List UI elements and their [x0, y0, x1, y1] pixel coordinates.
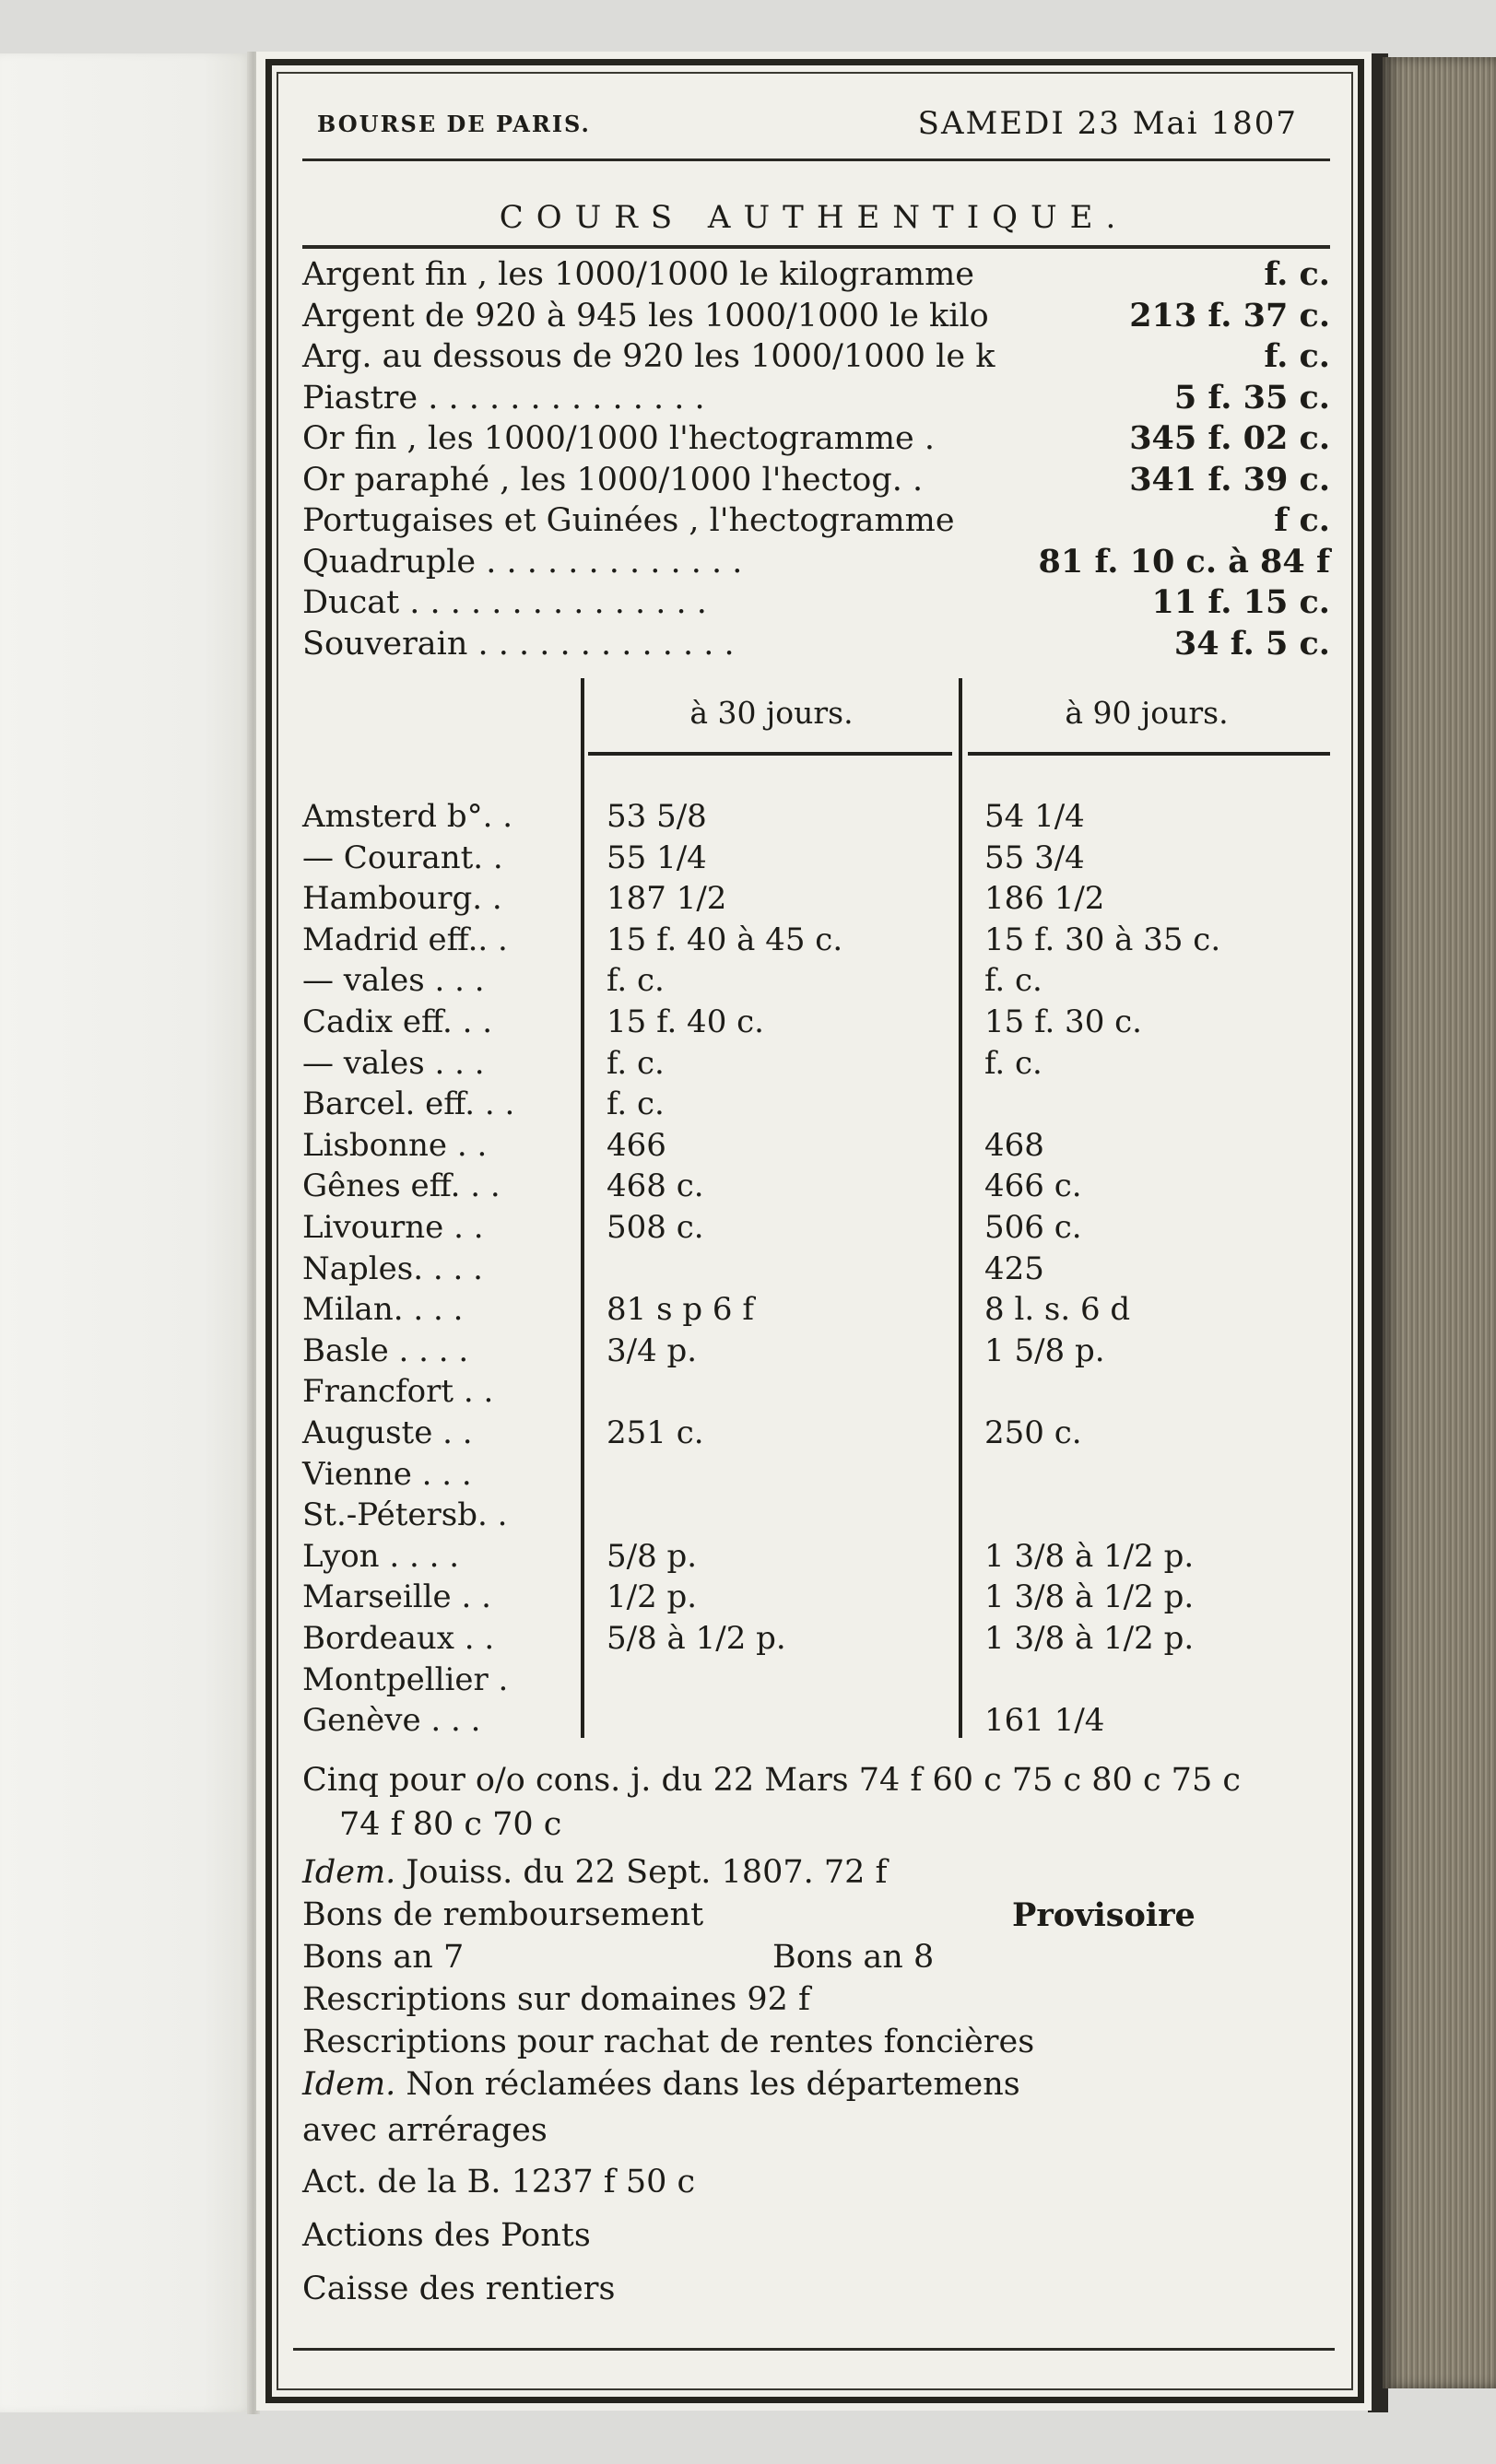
line-act-de-la-b: Act. de la B. 1237 f 50 c	[302, 2164, 696, 2200]
exchange-place: Barcel. eff. . .	[302, 1085, 515, 1123]
exchange-place: Montpellier .	[302, 1660, 509, 1698]
left-blank-page	[0, 53, 253, 2412]
price-line	[302, 418, 1330, 460]
price-value: f c.	[1274, 501, 1330, 539]
exchange-place: St.-Pétersb. .	[302, 1496, 508, 1534]
price-label: Ducat . . . . . . . . . . . . . . .	[302, 584, 707, 621]
price-value: f. c.	[1264, 337, 1330, 375]
rate-30-jours: 5/8 p.	[607, 1537, 698, 1575]
rate-30-jours: 15 f. 40 à 45 c.	[607, 921, 843, 958]
exchange-row	[302, 962, 1330, 1003]
price-line	[302, 336, 1330, 378]
exchange-row	[302, 1291, 1330, 1332]
title-rule	[302, 245, 1330, 249]
header-rule-30	[588, 752, 952, 756]
price-value: 213 f. 37 c.	[1129, 296, 1330, 334]
rate-30-jours: 251 c.	[607, 1414, 704, 1451]
exchange-row	[302, 1332, 1330, 1373]
header-rule	[302, 158, 1330, 161]
price-line	[302, 542, 1330, 583]
line-idem-jouiss	[302, 1854, 888, 1891]
exchange-place: Bordeaux . .	[302, 1620, 495, 1657]
provisoire-label: Provisoire	[1012, 1896, 1196, 1934]
header-date: SAMEDI 23 Mai 1807	[917, 105, 1298, 142]
exchange-row	[302, 1167, 1330, 1208]
line-cinq-pour-cent-cont: 74 f 80 c 70 c	[339, 1806, 562, 1843]
line-rescriptions-rachat: Rescriptions pour rachat de rentes foncières	[302, 2024, 1035, 2060]
line-bons-remboursement: Bons de remboursement	[302, 1896, 704, 1933]
exchange-row	[302, 1538, 1330, 1578]
price-label: Argent de 920 à 945 les 1000/1000 le kilo	[302, 297, 989, 334]
price-value: 34 f. 5 c.	[1173, 624, 1330, 663]
rate-30-jours: 5/8 à 1/2 p.	[607, 1620, 786, 1657]
rate-90-jours: 15 f. 30 c.	[984, 1003, 1142, 1040]
exchange-place: — vales . . .	[302, 962, 485, 1000]
exchange-place: Lisbonne . .	[302, 1126, 488, 1164]
exchange-row	[302, 1456, 1330, 1496]
rate-90-jours: f. c.	[984, 1044, 1042, 1082]
exchange-place: Madrid eff.. .	[302, 921, 508, 958]
rate-30-jours: f. c.	[607, 1085, 665, 1123]
rate-30-jours: 508 c.	[607, 1209, 704, 1246]
exchange-place: Genève . . .	[302, 1702, 481, 1740]
line-avec-arrerages: avec arrérages	[302, 2112, 548, 2149]
price-line	[302, 296, 1330, 337]
rate-90-jours: 161 1/4	[984, 1702, 1105, 1740]
price-line	[302, 582, 1330, 624]
header-bourse: BOURSE DE PARIS.	[317, 111, 591, 137]
exchange-row	[302, 1250, 1330, 1291]
book-fore-edge	[1383, 57, 1496, 2388]
line-rescriptions-domaines: Rescriptions sur domaines 92 f	[302, 1981, 810, 2018]
exchange-place: Livourne . .	[302, 1209, 484, 1246]
exchange-place: — vales . . .	[302, 1044, 485, 1082]
header-rule-90	[968, 752, 1330, 756]
idem-label: Idem.	[302, 1854, 396, 1891]
price-label: Arg. au dessous de 920 les 1000/1000 le k	[302, 338, 995, 375]
rate-30-jours: 55 1/4	[607, 839, 707, 876]
line-actions-des-ponts: Actions des Ponts	[302, 2217, 591, 2254]
page-title: COURS AUTHENTIQUE.	[499, 199, 1129, 236]
exchange-row	[302, 839, 1330, 880]
exchange-row	[302, 1003, 1330, 1044]
price-value: 81 f. 10 c. à 84 f	[1038, 542, 1330, 581]
rate-90-jours: 250 c.	[984, 1414, 1082, 1451]
exchange-place: Lyon . . . .	[302, 1537, 460, 1575]
exchange-place: — Courant. .	[302, 839, 503, 876]
rate-30-jours: 3/4 p.	[607, 1332, 698, 1369]
exchange-row	[302, 1085, 1330, 1126]
price-label: Souverain . . . . . . . . . . . . .	[302, 625, 735, 663]
rate-30-jours: 468 c.	[607, 1167, 704, 1205]
header-30-jours: à 30 jours.	[689, 695, 854, 731]
printed-page	[256, 52, 1372, 2411]
page-header	[293, 105, 1335, 151]
exchange-place: Marseille . .	[302, 1578, 491, 1616]
exchange-row	[302, 798, 1330, 839]
price-label: Piastre . . . . . . . . . . . . . .	[302, 379, 705, 417]
exchange-place: Auguste . .	[302, 1414, 473, 1451]
exchange-row	[302, 1661, 1330, 1702]
exchange-row	[302, 921, 1330, 962]
rate-90-jours: 468	[984, 1126, 1044, 1164]
rate-90-jours: 15 f. 30 à 35 c.	[984, 921, 1221, 958]
exchange-place: Naples. . . .	[302, 1250, 483, 1287]
price-list	[302, 254, 1330, 664]
header-90-jours: à 90 jours.	[1065, 695, 1229, 731]
exchange-place: Gênes eff. . .	[302, 1167, 501, 1205]
price-line	[302, 378, 1330, 419]
rate-90-jours: 425	[984, 1250, 1044, 1287]
exchange-place: Hambourg. .	[302, 880, 502, 918]
exchange-row	[302, 1702, 1330, 1742]
rate-90-jours: 186 1/2	[984, 880, 1105, 918]
rate-30-jours: 81 s p 6 f	[607, 1291, 754, 1329]
bottom-rule	[293, 2348, 1335, 2351]
price-label: Or paraphé , les 1000/1000 l'hectog. .	[302, 461, 924, 499]
rate-30-jours: 53 5/8	[607, 798, 707, 835]
exchange-row	[302, 1620, 1330, 1660]
price-value: f. c.	[1264, 255, 1330, 293]
rate-30-jours: 15 f. 40 c.	[607, 1003, 764, 1040]
exchange-place: Milan. . . .	[302, 1291, 464, 1329]
rate-90-jours: 55 3/4	[984, 839, 1085, 876]
exchange-place: Cadix eff. . .	[302, 1003, 493, 1040]
price-value: 11 f. 15 c.	[1151, 583, 1330, 621]
price-label: Or fin , les 1000/1000 l'hectogramme .	[302, 420, 936, 457]
exchange-row	[302, 1127, 1330, 1167]
rate-90-jours: 466 c.	[984, 1167, 1082, 1205]
price-label: Argent fin , les 1000/1000 le kilogramme	[302, 256, 974, 293]
page-content	[293, 88, 1335, 2364]
exchange-row	[302, 1373, 1330, 1414]
exchange-row	[302, 1496, 1330, 1537]
rate-30-jours: 1/2 p.	[607, 1578, 698, 1616]
line-cinq-pour-cent: Cinq pour o/o cons. j. du 22 Mars 74 f 60 c 75 c 80 c 75 c	[302, 1762, 1241, 1799]
exchange-place: Vienne . . .	[302, 1455, 472, 1493]
price-value: 345 f. 02 c.	[1129, 419, 1330, 457]
exchange-place: Amsterd b°. .	[302, 798, 513, 835]
idem-label: Idem.	[302, 2066, 396, 2103]
price-line	[302, 500, 1330, 542]
rate-90-jours: 8 l. s. 6 d	[984, 1291, 1131, 1329]
rate-90-jours: 1 3/8 à 1/2 p.	[984, 1620, 1195, 1657]
jouiss-text: Jouiss. du 22 Sept. 1807. 72 f	[395, 1854, 888, 1891]
rate-90-jours: 54 1/4	[984, 798, 1085, 835]
price-label: Portugaises et Guinées , l'hectogramme	[302, 502, 955, 539]
exchange-row	[302, 1209, 1330, 1250]
rate-30-jours: f. c.	[607, 1044, 665, 1082]
line-caisse-des-rentiers: Caisse des rentiers	[302, 2270, 616, 2307]
price-line	[302, 460, 1330, 501]
exchange-row	[302, 1045, 1330, 1085]
rate-30-jours: 187 1/2	[607, 880, 727, 918]
price-line	[302, 624, 1330, 665]
price-label: Quadruple . . . . . . . . . . . . .	[302, 543, 743, 581]
price-value: 341 f. 39 c.	[1129, 460, 1330, 499]
exchange-row	[302, 1578, 1330, 1619]
line-bons-an-8: Bons an 8	[772, 1939, 935, 1976]
exchange-row	[302, 1414, 1330, 1455]
price-line	[302, 254, 1330, 296]
line-idem-non-reclamees	[302, 2066, 1020, 2103]
rate-90-jours: f. c.	[984, 962, 1042, 1000]
rate-90-jours: 1 3/8 à 1/2 p.	[984, 1578, 1195, 1616]
rate-90-jours: 1 5/8 p.	[984, 1332, 1105, 1369]
exchange-place: Francfort . .	[302, 1373, 494, 1411]
rate-90-jours: 506 c.	[984, 1209, 1082, 1246]
rate-30-jours: f. c.	[607, 962, 665, 1000]
non-reclamees-text: Non réclamées dans les départemens	[395, 2066, 1020, 2103]
rate-30-jours: 466	[607, 1126, 666, 1164]
price-value: 5 f. 35 c.	[1173, 378, 1330, 417]
exchange-table	[302, 678, 1330, 1747]
exchange-row	[302, 880, 1330, 921]
exchange-place: Basle . . . .	[302, 1332, 469, 1369]
rate-90-jours: 1 3/8 à 1/2 p.	[984, 1537, 1195, 1575]
line-bons-an-7: Bons an 7	[302, 1939, 465, 1976]
